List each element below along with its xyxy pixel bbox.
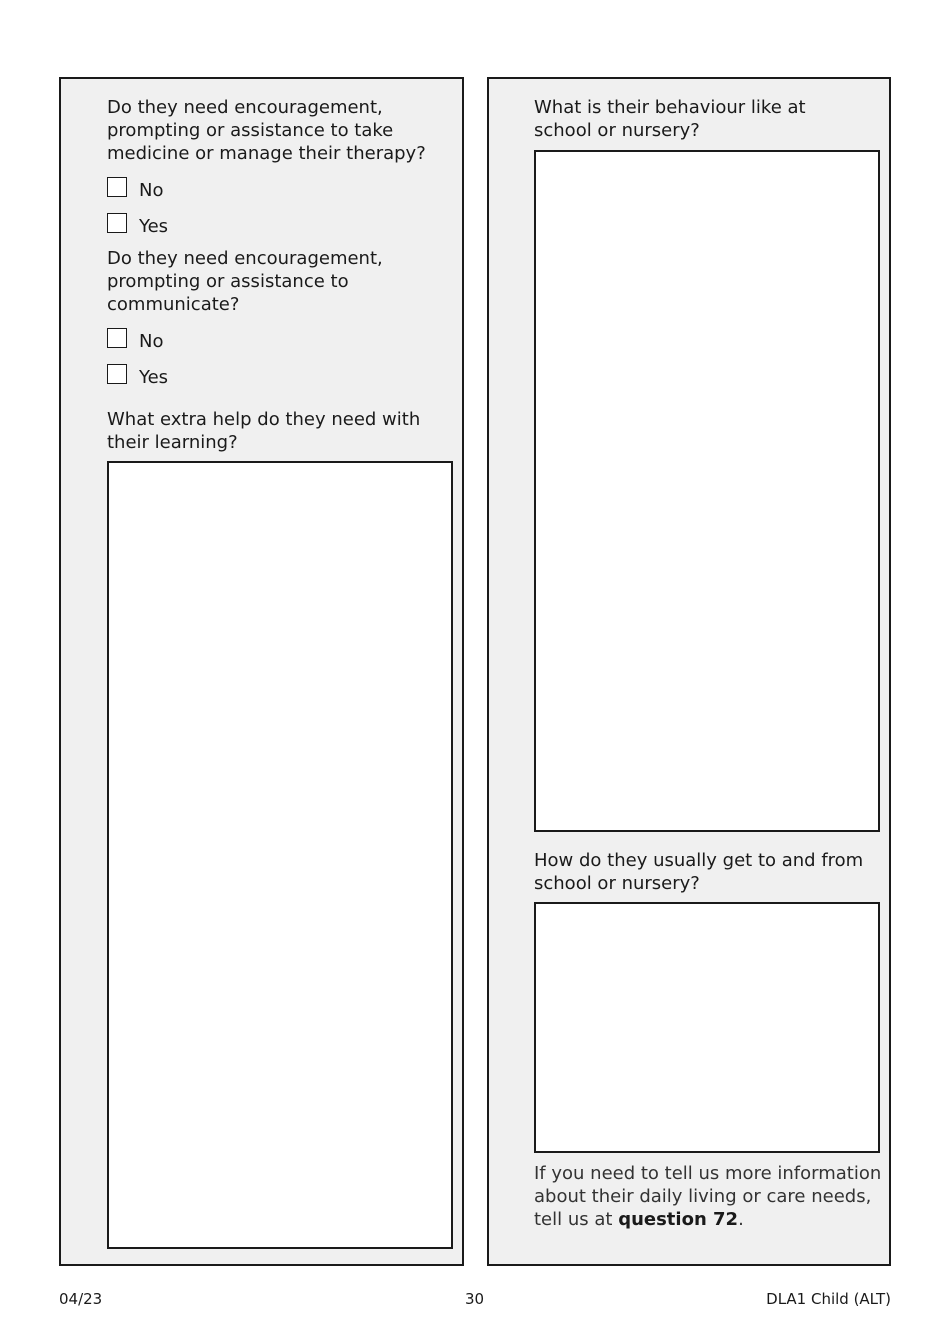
behaviour-answer-box[interactable] <box>534 150 880 832</box>
travel-answer-box[interactable] <box>534 902 880 1153</box>
learning-help-answer-box[interactable] <box>107 461 453 1249</box>
question-communicate: Do they need encouragement, prompting or assistance to communicate? <box>107 248 383 315</box>
option-medicine-yes[interactable] <box>107 214 168 238</box>
right-form-panel <box>487 77 891 1266</box>
option-label: No <box>139 179 164 201</box>
question-medicine-therapy: Do they need encouragement, prompting or assistance to take medicine or manage their therapy? <box>107 97 426 164</box>
question-behaviour-school: What is their behaviour like at school or nursery? <box>534 97 806 141</box>
option-label: Yes <box>139 215 169 237</box>
checkbox-medicine-no[interactable] <box>107 177 127 197</box>
checkbox-medicine-yes[interactable] <box>107 213 127 233</box>
footer-date: 04/23 <box>59 1290 103 1308</box>
page-number: 30 <box>465 1290 485 1308</box>
question-extra-learning-help: What extra help do they need with their learning? <box>107 409 421 453</box>
checkbox-communicate-yes[interactable] <box>107 364 127 384</box>
option-communicate-yes[interactable] <box>107 365 168 389</box>
option-communicate-no[interactable] <box>107 329 163 353</box>
question-travel-school: How do they usually get to and from school or nursery? <box>534 850 864 894</box>
option-label: Yes <box>139 366 169 388</box>
left-form-panel <box>59 77 464 1266</box>
question-reference: question 72 <box>618 1209 739 1230</box>
more-information-note: If you need to tell us more information about their daily living or care needs, tell us at question 72. <box>534 1163 882 1230</box>
option-medicine-no[interactable] <box>107 178 163 202</box>
checkbox-communicate-no[interactable] <box>107 328 127 348</box>
form-code: DLA1 Child (ALT) <box>766 1290 891 1308</box>
option-label: No <box>139 330 164 352</box>
